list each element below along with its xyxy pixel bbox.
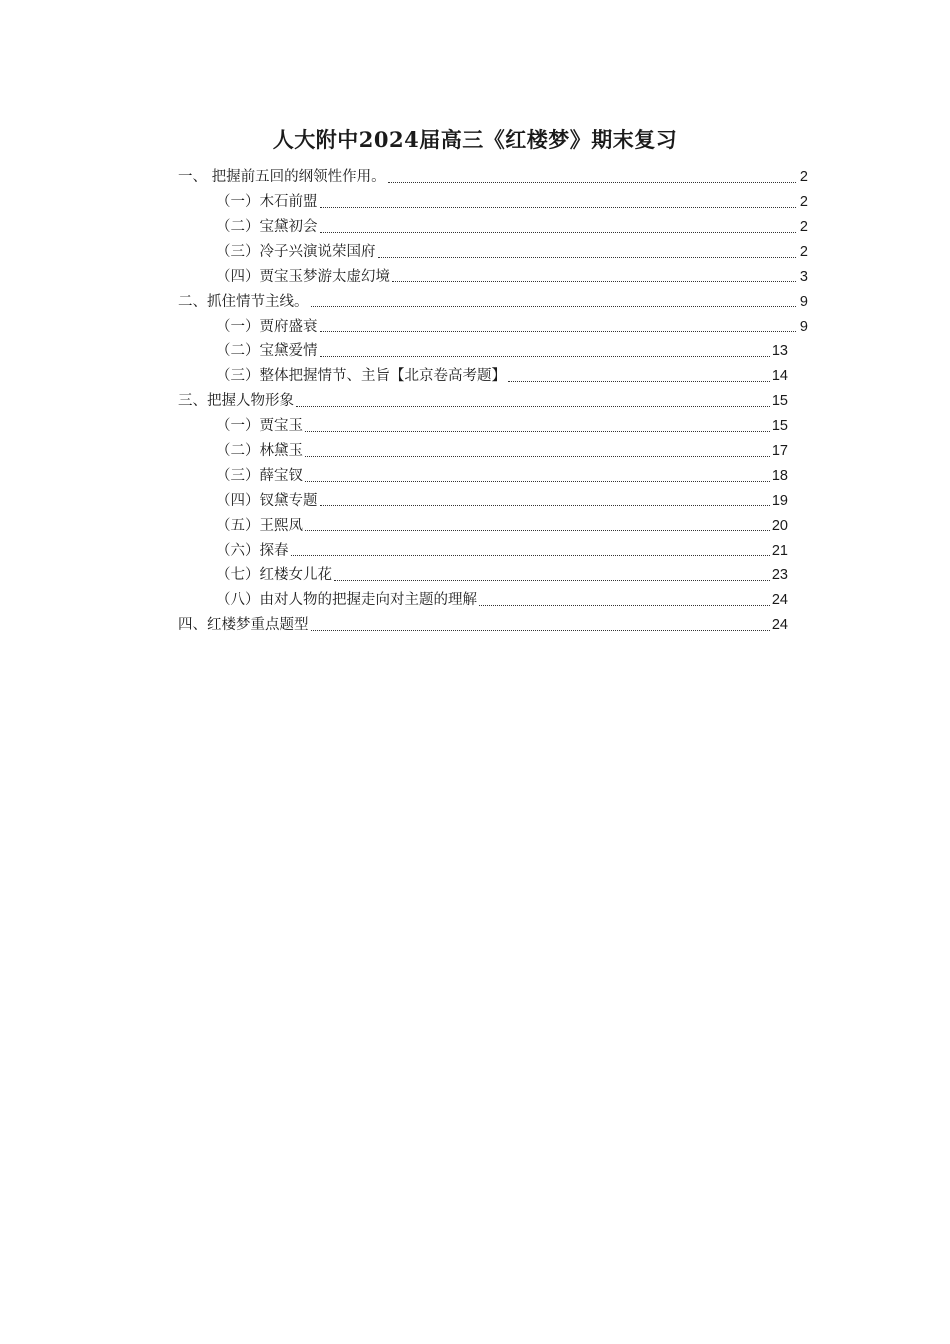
toc-entry-page: 15 <box>771 418 788 435</box>
toc-entry-label: （六）探春 <box>216 542 289 559</box>
toc-entry-page: 3 <box>799 268 808 285</box>
toc-dot-leader <box>305 480 770 482</box>
toc-entry[interactable] <box>178 165 808 190</box>
toc-entry-page: 2 <box>799 218 808 235</box>
toc-entry-page: 24 <box>771 592 788 609</box>
toc-entry-label: 二、抓住情节主线。 <box>178 293 309 310</box>
toc-entry-label: （七）红楼女儿花 <box>216 567 332 584</box>
toc-entry[interactable] <box>178 489 808 514</box>
toc-dot-leader <box>334 579 770 581</box>
toc-dot-leader <box>378 256 797 258</box>
toc-entry-page: 2 <box>799 243 808 260</box>
toc-entry[interactable] <box>178 289 808 314</box>
toc-entry[interactable] <box>178 513 808 538</box>
toc-entry-page: 15 <box>771 393 788 410</box>
toc-entry-page: 13 <box>771 343 788 360</box>
toc-entry-label: 一、 把握前五回的纲领性作用。 <box>178 169 386 186</box>
toc-entry-page: 9 <box>799 293 808 310</box>
toc-dot-leader <box>320 206 797 208</box>
toc-dot-leader <box>296 405 770 407</box>
toc-dot-leader <box>311 305 797 307</box>
toc-entry-page: 9 <box>799 318 808 335</box>
toc-dot-leader <box>392 280 796 282</box>
toc-entry-label: （二）宝黛爱情 <box>216 343 318 360</box>
toc-entry[interactable] <box>178 464 808 489</box>
toc-entry-label: （五）王熙凤 <box>216 517 303 534</box>
toc-entry[interactable] <box>178 439 808 464</box>
document-title: 人大附中2024届高三《红楼梦》期末复习 <box>272 127 678 152</box>
toc-dot-leader <box>320 504 770 506</box>
toc-entry[interactable] <box>178 339 808 364</box>
toc-entry-label: （四）钗黛专题 <box>216 492 318 509</box>
toc-dot-leader <box>479 604 770 606</box>
toc-entry-page: 23 <box>771 567 788 584</box>
toc-entry[interactable] <box>178 538 808 563</box>
toc-entry-label: （一）木石前盟 <box>216 194 318 211</box>
toc-entry-label: 三、把握人物形象 <box>178 393 294 410</box>
toc-entry-label: （一）贾府盛衰 <box>216 318 318 335</box>
toc-dot-leader <box>508 380 770 382</box>
toc-dot-leader <box>320 231 797 233</box>
toc-entry[interactable] <box>178 613 808 638</box>
toc-entry-label: （八）由对人物的把握走向对主题的理解 <box>216 592 477 609</box>
toc-entry[interactable] <box>178 240 808 265</box>
toc-entry-page: 17 <box>771 442 788 459</box>
toc-entry-label: （三）冷子兴演说荣国府 <box>216 243 376 260</box>
toc-entry-page: 2 <box>799 169 808 186</box>
toc-entry-page: 2 <box>799 194 808 211</box>
toc-entry-label: （三）薛宝钗 <box>216 467 303 484</box>
toc-entry-page: 21 <box>771 542 788 559</box>
toc-dot-leader <box>305 529 770 531</box>
toc-entry[interactable] <box>178 190 808 215</box>
toc-dot-leader <box>320 355 770 357</box>
toc-entry-label: （二）宝黛初会 <box>216 218 318 235</box>
toc-entry-page: 19 <box>771 492 788 509</box>
toc-entry[interactable] <box>178 389 808 414</box>
toc-entry-page: 24 <box>771 617 788 634</box>
toc-entry-label: 四、红楼梦重点题型 <box>178 617 309 634</box>
toc-dot-leader <box>320 330 797 332</box>
toc-entry[interactable] <box>178 563 808 588</box>
toc-dot-leader <box>305 455 770 457</box>
toc-entry-label: （一）贾宝玉 <box>216 418 303 435</box>
toc-entry-page: 20 <box>771 517 788 534</box>
toc-dot-leader <box>291 554 770 556</box>
toc-entry-page: 18 <box>771 467 788 484</box>
toc-entry-page: 14 <box>771 368 788 385</box>
toc-entry-label: （四）贾宝玉梦游太虚幻境 <box>216 268 390 285</box>
toc-entry[interactable] <box>178 588 808 613</box>
table-of-contents <box>178 165 808 638</box>
toc-dot-leader <box>311 629 770 631</box>
toc-entry-label: （三）整体把握情节、主旨【北京卷高考题】 <box>216 368 506 385</box>
toc-entry-label: （二）林黛玉 <box>216 442 303 459</box>
toc-dot-leader <box>305 430 770 432</box>
toc-entry[interactable] <box>178 265 808 290</box>
toc-dot-leader <box>388 181 796 183</box>
toc-entry[interactable] <box>178 364 808 389</box>
toc-entry[interactable] <box>178 215 808 240</box>
toc-entry[interactable] <box>178 414 808 439</box>
toc-entry[interactable] <box>178 314 808 339</box>
